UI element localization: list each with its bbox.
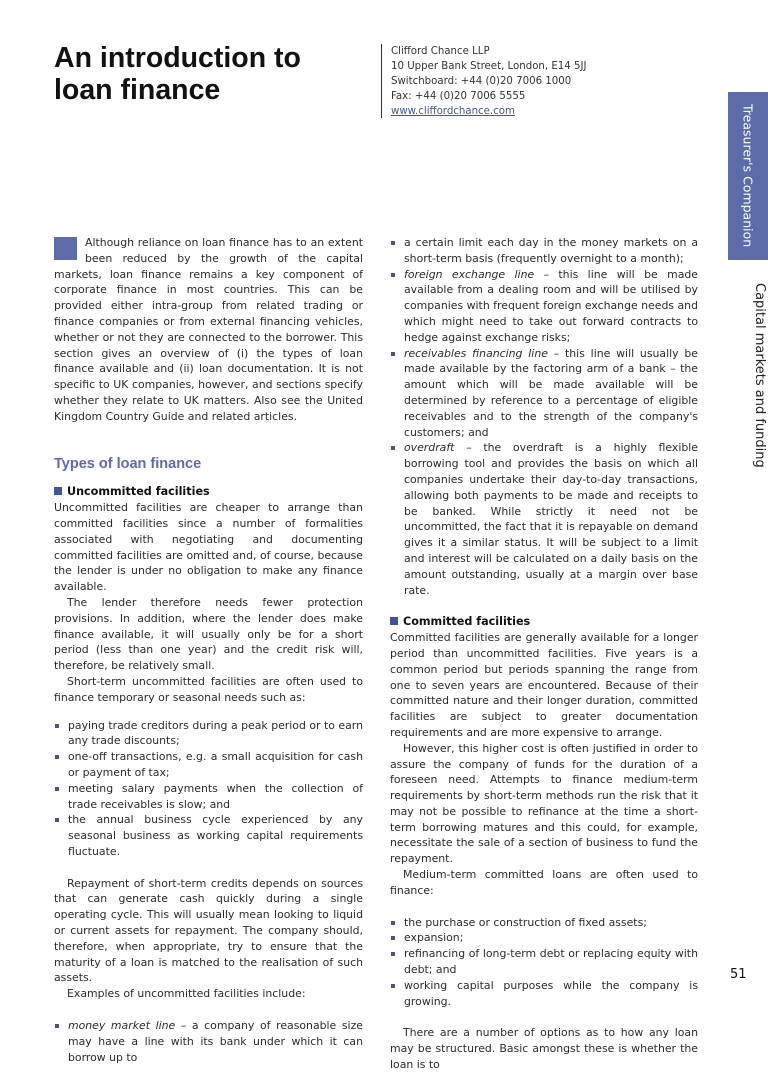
bullet-list [54,718,363,860]
page-title: An introduction to loan finance [54,42,301,106]
term: foreign exchange line [404,267,535,281]
switchboard-number: Switchboard: +44 (0)20 7006 1000 [391,76,572,87]
term: overdraft [404,441,455,455]
publication-name: Treasurer's Companion [740,104,756,248]
subheading-uncommitted: Uncommitted facilities [54,484,363,500]
paragraph: The lender therefore needs fewer protection provisions. In addition, where the lender does make finance available, it will usually only be for a short period (less than one year) and the credit risk will, therefore, be relatively small. [54,595,363,673]
list-item: one-off transactions, e.g. a small acquisition for cash or payment of tax; [54,749,363,781]
list-item: the annual business cycle experienced by any seasonal business as working capital requirements fluctuate. [54,812,363,859]
paragraph: However, this higher cost is often justified in order to assure the company of funds for the duration of a foreseen need. Attempts to finance medium-term requirements by short-term methods run the risk that it may not be possible to refinance at the time a short-term borrowing matures and this could, for example, necessitate the sale of a section of business to fund the repayment. [390,741,698,866]
list-item: paying trade creditors during a peak period or to earn any trade discounts; [54,718,363,750]
intro-paragraph: Although reliance on loan finance has to an extent been reduced by the growth of the capital markets, loan finance remains a key component of corporate finance in most countries. This can be provided either intra-group from related trading or finance companies or from external financing vehicles, whether or not they are connected to the borrower. This section gives an overview of (i) the types of loan finance available and (ii) loan documentation. It is not specific to UK companies, however, and sections specify whether they relate to UK matters. Also see the United Kingdom Country Guide and related articles. [54,236,363,423]
contact-block [381,44,587,118]
paragraph: Committed facilities are generally available for a longer period than uncommitted facilities. Five years is a common period but periods spanning the range from one to seven years are encountered. Because of their committed nature and their longer duration, committed facilities are subject to greater documentation requirements and are more expensive to arrange. [390,631,698,739]
term: money market line [68,1019,176,1033]
list-item: refinancing of long-term debt or replacing equity with debt; and [390,946,698,978]
section-heading: Types of loan finance [54,455,202,472]
website-link[interactable]: www.cliffordchance.com [391,106,515,117]
subheading-committed: Committed facilities [390,614,698,630]
list-item: overdraft – the overdraft is a highly flexible borrowing tool and provides the basis on which all companies undertake their day-to-day transactions, allowing both payments to be made and receipts to be banked. While strictly it need not be uncommitted, the fact that it is repayable on demand gives it a similar status. It will be subject to a limit and interest will be calculated on a daily basis on the amount outstanding, usually at a margin over base rate. [390,440,698,598]
list-item: the purchase or construction of fixed assets; [390,915,698,931]
list-item: meeting salary payments when the collection of trade receivables is slow; and [54,781,363,813]
left-column [54,235,363,1065]
list-item: working capital purposes while the company is growing. [390,978,698,1010]
firm-address: 10 Upper Bank Street, London, E14 5JJ [391,61,587,72]
firm-name: Clifford Chance LLP [391,46,490,57]
section-name: Capital markets and funding [752,282,767,468]
bullet-list [390,915,698,1010]
paragraph: Examples of uncommitted facilities include: [67,987,306,1001]
fax-number: Fax: +44 (0)20 7006 5555 [391,91,526,102]
list-item-continuation: a certain limit each day in the money markets on a short-term basis (frequently overnight to a month); [390,235,698,267]
paragraph: Medium-term committed loans are often used to finance: [390,868,698,897]
paragraph: Short-term uncommitted facilities are often used to finance temporary or seasonal needs such as: [54,674,363,704]
list-item: expansion; [390,930,698,946]
list-item: money market line – a company of reasonable size may have a line with its bank under which it can borrow up to [54,1018,363,1065]
bullet-list [54,1018,363,1065]
accent-square-icon [54,237,77,260]
page-number: 51 [730,967,747,982]
paragraph: Uncommitted facilities are cheaper to arrange than committed facilities since a number of formalities associated with negotiating and documenting committed facilities are omitted and, of course, because the lender is under no obligation to make any finance available. [54,501,363,594]
paragraph: Repayment of short-term credits depends on sources that can generate cash quickly during a single operating cycle. This will usually mean looking to liquid or current assets for repayment. The company should, therefore, when appropriate, try to ensure that the maturity of a loan is matched to the realisation of such assets. [54,876,363,985]
square-bullet-icon [54,487,62,495]
bullet-list [390,235,698,598]
list-item: foreign exchange line – this line will be made available from a dealing room and will be utilised by companies with frequent foreign exchange needs and which might need to take out forward contracts to hedge against exchange risks; [390,267,698,346]
square-bullet-icon [390,617,398,625]
paragraph: There are a number of options as to how any loan may be structured. Basic amongst these is whether the loan is to [390,1026,698,1072]
list-item: receivables financing line – this line will usually be made available by the factoring arm of a bank – the amount which will be made available will be determined by reference to a percentage of eligible receivables and to the strength of the company's customers; and [390,346,698,441]
term: receivables financing line [404,346,548,360]
right-column [390,235,698,1073]
